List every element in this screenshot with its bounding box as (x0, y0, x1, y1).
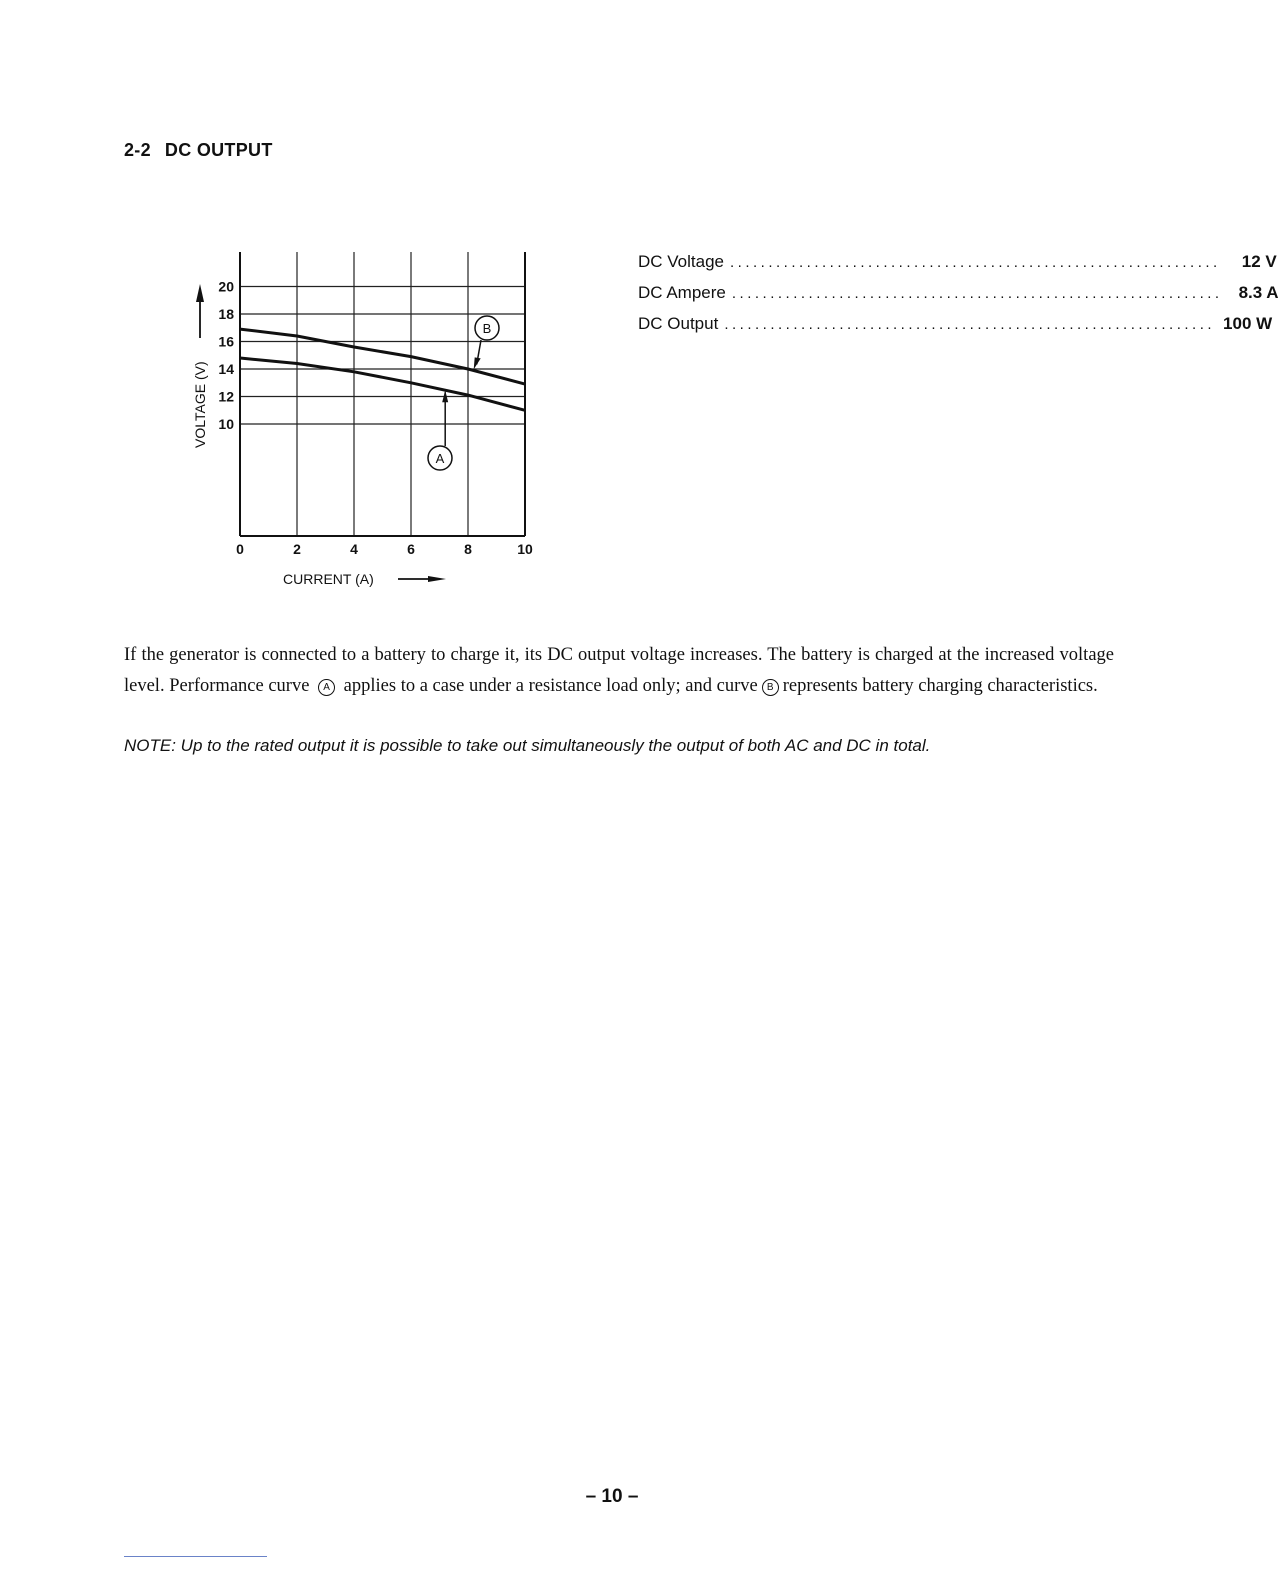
chart-labels (192, 279, 533, 588)
y-tick-label: 12 (218, 388, 234, 405)
spec-row-ampere (638, 283, 1279, 314)
spec-label: DC Output (638, 314, 719, 333)
y-tick-label: 18 (218, 306, 234, 322)
paragraph-text: applies to a case under a resistance load only; and curve (343, 676, 758, 696)
x-tick-label: 6 (407, 541, 415, 557)
x-axis-label: CURRENT (A) (283, 571, 374, 587)
spec-label: DC Ampere (638, 283, 726, 302)
x-tick-label: 2 (293, 541, 301, 557)
spec-leader-dots: ................................................................ (731, 285, 1223, 302)
note-text: NOTE: Up to the rated output it is possible to take out simultaneously the output of both AC and DC in total. (124, 736, 931, 755)
x-tick-label: 10 (517, 541, 533, 557)
spec-value: 100 W (1223, 314, 1273, 333)
x-axis-arrow-head (428, 576, 446, 582)
series-line-a (240, 358, 525, 410)
y-tick-label: 10 (218, 416, 234, 432)
spec-value: 8.3 A (1238, 283, 1279, 302)
curve-a-marker: A (318, 679, 335, 696)
spec-leader-dots: ................................................................ (730, 254, 1221, 271)
y-axis-label: VOLTAGE (V) (192, 361, 208, 448)
spec-leader-dots: ................................................................ (724, 316, 1216, 333)
chart-grid (240, 252, 525, 536)
y-tick-label: 14 (218, 361, 234, 377)
spec-value: 12 V (1241, 252, 1277, 271)
x-tick-label: 4 (350, 541, 358, 557)
callout-a-label: A (435, 451, 445, 466)
chart-axes (240, 252, 525, 536)
y-tick-label: 16 (218, 333, 234, 350)
section-heading (124, 140, 273, 161)
x-tick-label: 8 (464, 541, 472, 557)
page-number: – 10 – (585, 1486, 639, 1507)
callout-b-label: B (482, 321, 492, 336)
spec-row-output (638, 314, 1273, 345)
curve-b-marker: B (762, 679, 779, 696)
paragraph-text: If the generator is connected to a battery to charge it, its DC output voltage increases. The battery is charged at the increased voltage level. Performance curve (124, 645, 1114, 696)
dc-output-chart (180, 240, 560, 600)
callout-b-arrowhead (474, 357, 481, 369)
y-tick-label: 20 (218, 278, 234, 295)
footer-rule (124, 1556, 267, 1557)
description-paragraph (124, 640, 1114, 702)
y-axis-arrow-head (196, 284, 204, 302)
paragraph-text: represents battery charging characteristics. (782, 676, 1098, 696)
section-number: 2-2 (124, 140, 151, 160)
section-title: DC OUTPUT (164, 140, 273, 160)
spec-label: DC Voltage (638, 252, 724, 271)
x-tick-label: 0 (236, 541, 244, 557)
spec-row-voltage (638, 252, 1277, 283)
spec-list (638, 252, 1279, 345)
